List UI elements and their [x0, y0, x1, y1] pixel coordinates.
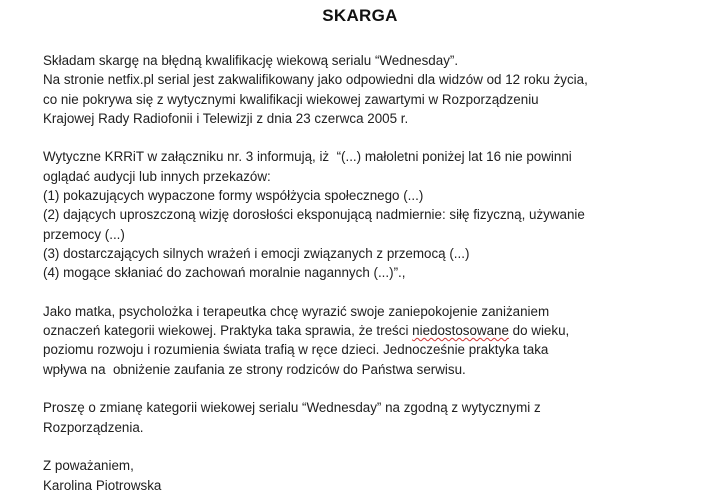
spellcheck-underlined-word[interactable]: niedostosowane: [412, 323, 509, 339]
signature-block: [43, 456, 703, 495]
closing: Z poważaniem,: [43, 458, 134, 474]
text-line: Krajowej Rady Radiofonii i Telewizji z dnia 23 czerwca 2005 r.: [43, 110, 409, 126]
text-segment: do wieku,: [508, 323, 570, 339]
text-line: Rozporządzenia.: [43, 419, 144, 435]
list-item: (3) dostarczających silnych wrażeń i emocji związanych z przemocą (...): [43, 245, 470, 261]
signature-name: Karolina Piotrowska: [43, 477, 162, 493]
paragraph-intro: [43, 51, 703, 128]
list-item: (4) mogące skłaniać do zachowań moralnie nagannych (...)”.,: [43, 265, 406, 281]
text-line: poziomu rozwoju i rozumienia świata trafią w ręce dzieci. Jednocześnie praktyka taka: [43, 342, 549, 358]
text-line: Składam skargę na błędną kwalifikację wiekową serialu “Wednesday”.: [43, 53, 459, 68]
list-item: (1) pokazujących wypaczone formy współżycia społecznego (...): [43, 188, 424, 204]
text-line: Jako matka, psycholożka i terapeutka chcę wyrazić swoje zaniepokojenie zaniżaniem: [43, 303, 550, 319]
text-line: [43, 321, 703, 340]
text-line: co nie pokrywa się z wytycznymi kwalifikacji wiekowej zawartymi w Rozporządzeniu: [43, 91, 539, 107]
list-item: przemocy (...): [43, 226, 125, 242]
text-line: oglądać audycji lub innych przekazów:: [43, 168, 271, 184]
list-item: (2) dających uproszczoną wizję dorosłości eksponującą nadmiernie: siłę fizyczną, używanie: [43, 207, 585, 223]
text-segment: oznaczeń kategorii wiekowej. Praktyka taka sprawia, że treści: [43, 323, 413, 339]
paragraph-request: [43, 398, 703, 437]
paragraph-concern: [43, 302, 703, 379]
document-title: SKARGA: [322, 6, 398, 25]
text-line: Na stronie netfix.pl serial jest zakwalifikowany jako odpowiedni dla widzów od 12 roku życia,: [43, 72, 588, 88]
document-body: [43, 51, 703, 495]
text-line: wpływa na obniżenie zaufania ze strony rodziców do Państwa serwisu.: [43, 361, 466, 377]
paragraph-guidelines: [43, 147, 703, 282]
text-line: Proszę o zmianę kategorii wiekowej serialu “Wednesday” na zgodną z wytycznymi z: [43, 400, 541, 416]
text-line: Wytyczne KRRiT w załączniku nr. 3 informują, iż “(...) małoletni poniżej lat 16 nie powinni: [43, 149, 572, 165]
